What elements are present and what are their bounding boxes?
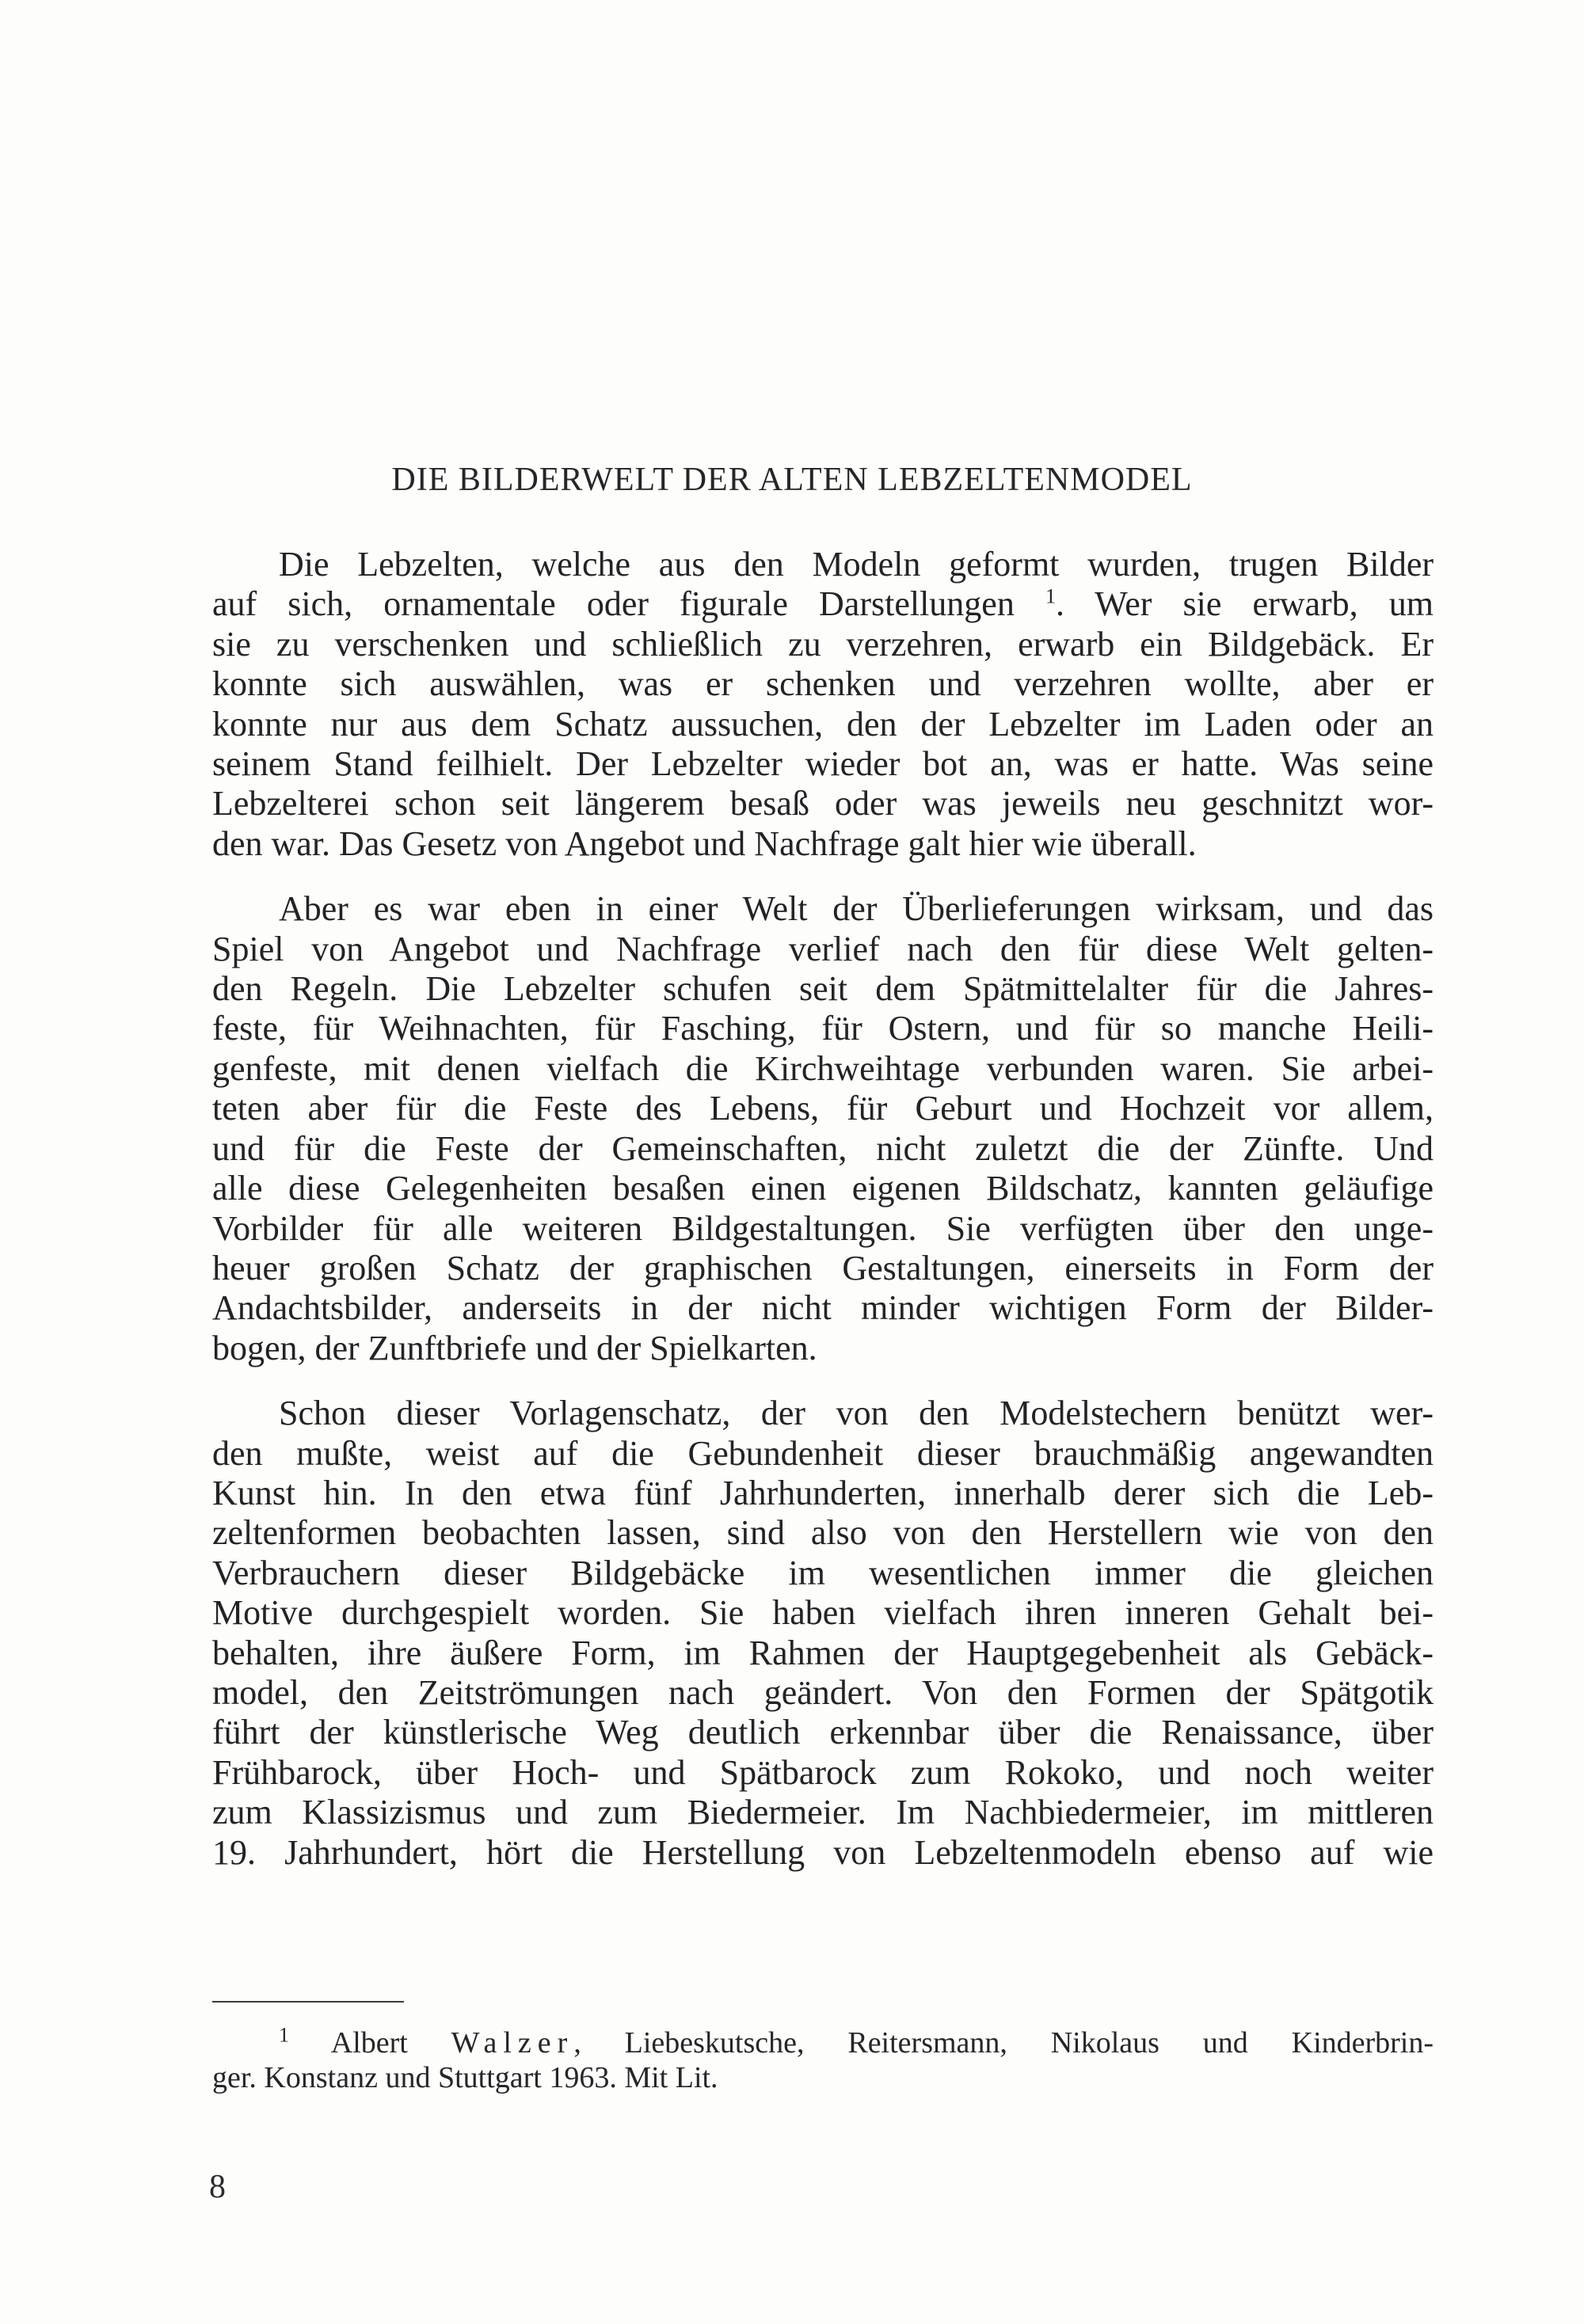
text-line: und für die Feste der Gemeinschaften, nicht zuletzt die der Zünfte. Und (212, 1128, 1434, 1168)
footnote-author-first: Albert (330, 2026, 408, 2060)
footnote-text: , Liebeskutsche, Reitersmann, Nikolaus und Kinderbrin- (573, 2026, 1434, 2060)
page-title: DIE BILDERWELT DER ALTEN LEBZELTENMODEL (391, 462, 1193, 498)
footnote (212, 2025, 1434, 2095)
text-line: model, den Zeitströmungen nach geändert. Von den Formen der Spätgotik (212, 1672, 1434, 1712)
text-line: den Regeln. Die Lebzelter schufen seit dem Spätmittelalter für die Jahres- (212, 969, 1434, 1009)
text-line: Spiel von Angebot und Nachfrage verlief nach den für diese Welt gelten- (212, 929, 1434, 968)
footnote-line: ger. Konstanz und Stuttgart 1963. Mit Lit. (212, 2061, 718, 2094)
text-line: Schon dieser Vorlagenschatz, der von den Modelstechern benützt wer- (279, 1394, 1434, 1433)
footnote-reference[interactable]: 1 (1045, 584, 1056, 608)
text-line: Lebzelterei schon seit längerem besaß oder was jeweils neu geschnitzt wor- (212, 784, 1434, 823)
text-line: Aber es war eben in einer Welt der Überlieferungen wirksam, und das (279, 889, 1434, 929)
text-line: Frühbarock, über Hoch- und Spätbarock zum Rokoko, und noch weiter (212, 1752, 1434, 1792)
page-number: 8 (209, 2169, 226, 2205)
text-line: den mußte, weist auf die Gebundenheit dieser brauchmäßig angewandten (212, 1433, 1434, 1473)
text-line: konnte sich auswählen, was er schenken und verzehren wollte, aber er (212, 664, 1434, 704)
text-line: Motive durchgespielt worden. Sie haben vielfach ihren inneren Gehalt bei- (212, 1593, 1434, 1633)
text-line: Verbrauchern dieser Bildgebäcke im wesentlichen immer die gleichen (212, 1553, 1434, 1592)
text-line: zeltenformen beobachten lassen, sind also von den Herstellern wie von den (212, 1513, 1434, 1553)
footnote-line (212, 2025, 1434, 2060)
text-line: den war. Das Gesetz von Angebot und Nachfrage galt hier wie überall. (212, 823, 1197, 863)
text-line: alle diese Gelegenheiten besaßen einen eigenen Bildschatz, kannten geläufige (212, 1169, 1434, 1208)
text-line: teten aber für die Feste des Lebens, für Geburt und Hochzeit vor allem, (212, 1089, 1434, 1128)
text-line: bogen, der Zunftbriefe und der Spielkarten. (212, 1328, 817, 1367)
footnote-author-last: Walzer (451, 2026, 574, 2060)
text-line (212, 584, 1434, 624)
text-line-part: . Wer sie erwarb, um (1055, 584, 1434, 624)
text-line: sie zu verschenken und schließlich zu verzehren, erwarb ein Bildgebäck. Er (212, 624, 1434, 664)
footnote-number: 1 (279, 2023, 289, 2047)
body-text (212, 545, 1434, 1873)
text-line: führt der künstlerische Weg deutlich erkennbar über die Renaissance, über (212, 1713, 1434, 1752)
text-line-part: auf sich, ornamentale oder figurale Darstellungen (212, 584, 1015, 624)
text-line: behalten, ihre äußere Form, im Rahmen der Hauptgegebenheit als Gebäck- (212, 1633, 1434, 1672)
text-line: 19. Jahrhundert, hört die Herstellung von Lebzeltenmodeln ebenso auf wie (212, 1832, 1434, 1872)
footnote-divider (212, 2001, 404, 2003)
paragraph-1 (212, 545, 1434, 864)
text-line: heuer großen Schatz der graphischen Gestaltungen, einerseits in Form der (212, 1248, 1434, 1288)
text-line: Kunst hin. In den etwa fünf Jahrhunderten, innerhalb derer sich die Leb- (212, 1473, 1434, 1512)
text-line: genfeste, mit denen vielfach die Kirchweihtage verbunden waren. Sie arbei- (212, 1048, 1434, 1088)
text-line: konnte nur aus dem Schatz aussuchen, den der Lebzelter im Laden oder an (212, 704, 1434, 744)
paragraph-2 (212, 889, 1434, 1368)
text-line: Andachtsbilder, anderseits in der nicht minder wichtigen Form der Bilder- (212, 1288, 1434, 1328)
text-line: feste, für Weihnachten, für Fasching, für Ostern, und für so manche Heili- (212, 1009, 1434, 1048)
text-line: zum Klassizismus und zum Biedermeier. Im Nachbiedermeier, im mittleren (212, 1793, 1434, 1832)
text-line: seinem Stand feilhielt. Der Lebzelter wieder bot an, was er hatte. Was seine (212, 744, 1434, 784)
text-line: Die Lebzelten, welche aus den Modeln geformt wurden, trugen Bilder (279, 545, 1434, 584)
text-line: Vorbilder für alle weiteren Bildgestaltungen. Sie verfügten über den unge- (212, 1208, 1434, 1248)
paragraph-3 (212, 1394, 1434, 1873)
